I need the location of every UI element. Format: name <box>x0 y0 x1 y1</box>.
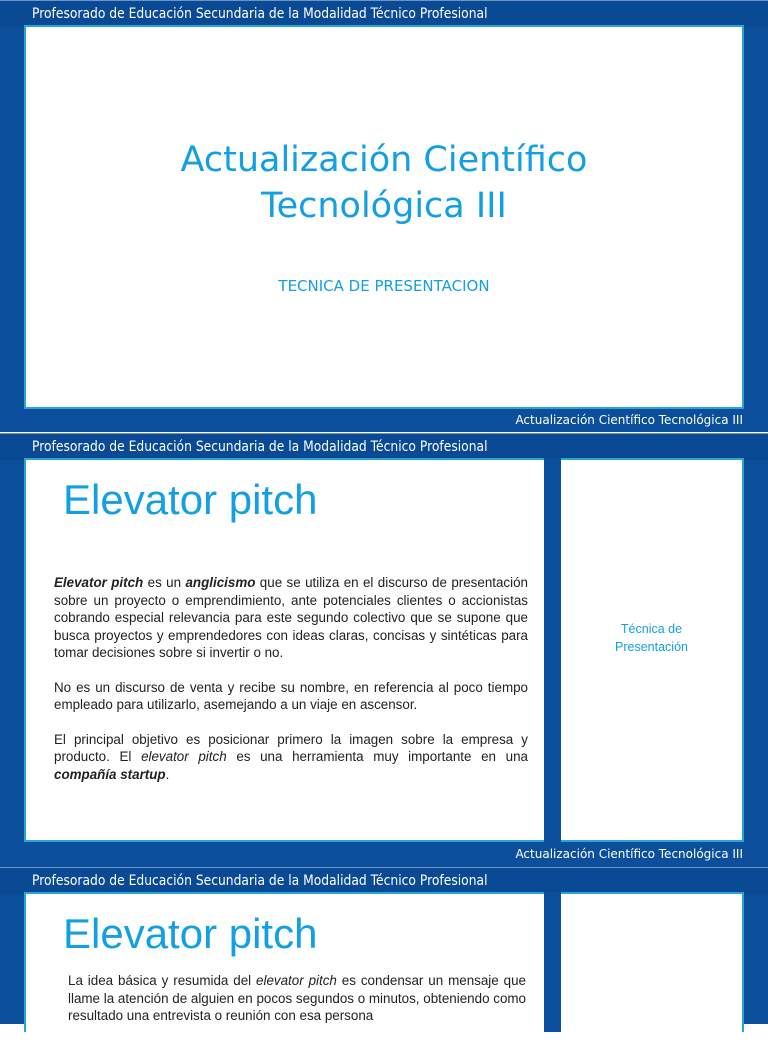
text-run: es una herramienta muy importante en una <box>226 749 528 764</box>
subtitle: TECNICA DE PRESENTACION <box>278 277 490 295</box>
slide-header-bar <box>0 1 768 27</box>
text-run: . <box>165 766 170 782</box>
side-label-line-2: Presentación <box>615 640 688 654</box>
term-compania-startup: compañía startup <box>54 766 166 782</box>
main-title-line-1: Actualización Científico <box>180 140 588 180</box>
paragraph-2: No es un discurso de venta y recibe su nombre, en referencia al poco tiempo empleado para utilizarlo, asemejando a un viaje en ascensor. <box>54 679 528 712</box>
main-title <box>26 137 742 229</box>
paragraph-1 <box>68 972 526 1025</box>
slide-1 <box>0 0 768 432</box>
panel-divider <box>544 458 561 842</box>
slide-footer-text: Actualización Científico Tecnológica III <box>515 847 743 861</box>
slide-header-text: Profesorado de Educación Secundaria de la Modalidad Técnico Profesional <box>32 439 488 455</box>
text-run: que se utiliza en el discurso de presentación sobre un proyecto o emprendimiento, ante potenciales clientes o accionistas cobrando especial relevancia para este segundo colectivo que se supone que busca proyectos y emprendedores con ideas claras, concisas y sintéticas para tomar decisiones sobre si invertir o no. <box>54 575 529 660</box>
slide-body <box>54 574 528 800</box>
term-elevator-pitch: Elevator pitch <box>54 575 144 590</box>
paragraph-3 <box>54 731 528 784</box>
term-anglicismo: anglicismo <box>185 575 256 590</box>
slide-header-bar <box>0 434 768 460</box>
side-panel <box>561 892 744 1032</box>
side-label <box>561 620 742 656</box>
slide-footer-text: Actualización Científico Tecnológica III <box>515 413 743 427</box>
slide-header-bar <box>0 868 768 894</box>
main-title-line-2: Tecnológica III <box>261 186 507 226</box>
slide-body <box>68 972 526 1042</box>
text-run: El principal objetivo es posicionar primero la imagen sobre la empresa y producto. El <box>54 731 528 764</box>
slide-header-text: Profesorado de Educación Secundaria de la Modalidad Técnico Profesional <box>32 873 488 889</box>
side-label-line-1: Técnica de <box>620 622 683 636</box>
text-run: La idea básica y resumida del <box>68 973 257 988</box>
slide-header-text: Profesorado de Educación Secundaria de la Modalidad Técnico Profesional <box>32 6 488 22</box>
content-panel <box>24 458 544 842</box>
slide-heading: Elevator pitch <box>63 476 318 523</box>
slide-3 <box>0 867 768 1024</box>
paragraph-1 <box>54 574 528 662</box>
side-panel <box>561 458 744 842</box>
text-run: es condensar un mensaje que llame la atención de alguien en pocos segundos o minutos, obteniendo como resultado una entrevista o reunión con esa persona <box>68 973 526 1023</box>
term-elevator-pitch: elevator pitch <box>141 749 227 764</box>
text-run: es un <box>143 575 186 590</box>
title-panel <box>24 25 744 409</box>
panel-divider <box>544 892 561 1032</box>
content-panel <box>24 892 544 1032</box>
term-elevator-pitch: elevator pitch <box>256 973 337 988</box>
slide-2 <box>0 433 768 867</box>
slide-heading: Elevator pitch <box>63 910 318 957</box>
